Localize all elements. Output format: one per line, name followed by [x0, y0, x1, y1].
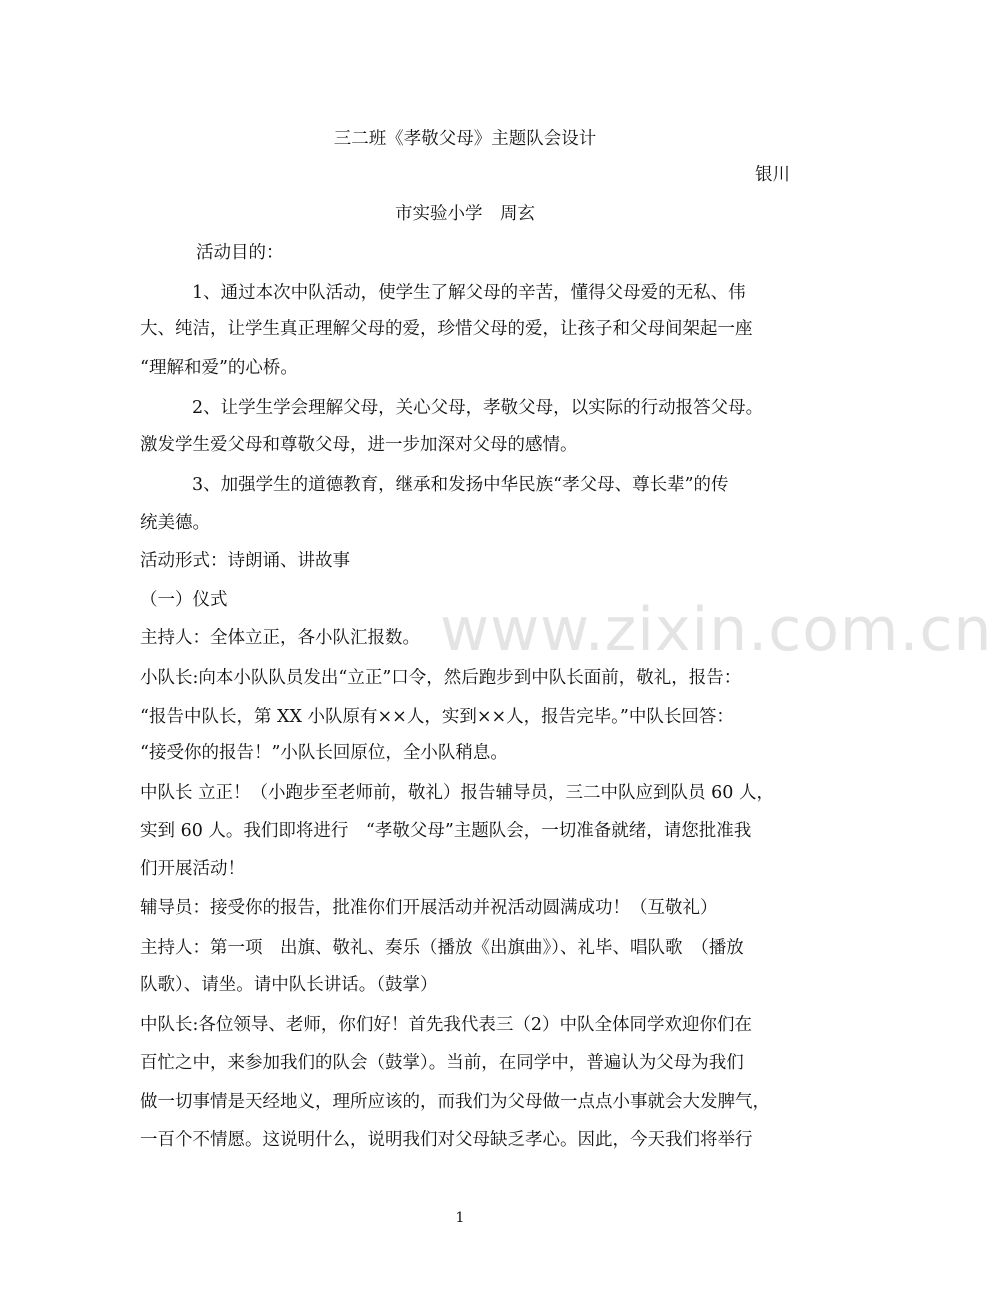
text-line: 实到 60 人。我们即将进行 “孝敬父母”主题队会，一切准备就绪，请您批准我 — [140, 821, 752, 841]
text-line: 辅导员：接受你的报告，批准你们开展活动并祝活动圆满成功！（互敬礼） — [140, 898, 718, 918]
text-line: 统美德。 — [140, 513, 210, 533]
text-line: “理解和爱”的心桥。 — [140, 358, 298, 378]
text-line: 一百个不情愿。这说明什么，说明我们对父母缺乏孝心。因此，今天我们将举行 — [140, 1130, 753, 1150]
watermark: www.zixin.com.cn — [440, 595, 992, 665]
document-title: 三二班《孝敬父母》主题队会设计 — [333, 129, 597, 149]
text-line: 激发学生爱父母和尊敬父母，进一步加深对父母的感情。 — [140, 435, 578, 455]
text-line: 3、加强学生的道德教育，继承和发扬中华民族“孝父母、尊长辈”的传 — [192, 475, 729, 495]
text-line: 1、通过本次中队活动，使学生了解父母的辛苦，懂得父母爱的无私、伟 — [192, 283, 746, 303]
text-line: 主持人：第一项 出旗、敬礼、奏乐（播放《出旗曲》）、礼毕、唱队歌 （播放 — [140, 938, 744, 958]
text-line: 做一切事情是天经地义，理所应该的，而我们为父母做一点点小事就会大发脾气， — [140, 1092, 770, 1112]
text-line: “接受你的报告！”小队长回原位，全小队稍息。 — [140, 743, 508, 763]
text-line: 中队长 立正！（小跑步至老师前，敬礼）报告辅导员，三二中队应到队员 60 人， — [140, 783, 774, 803]
text-line: “报告中队长，第 XX 小队原有××人，实到××人，报告完毕。”中队长回答： — [140, 707, 734, 727]
text-line: 主持人：全体立正，各小队汇报数。 — [140, 628, 420, 648]
text-line: 小队长:向本小队队员发出“立正”口令，然后跑步到中队长面前，敬礼，报告： — [140, 668, 742, 688]
author-school-name: 市实验小学 周玄 — [395, 204, 535, 224]
page-number: 1 — [455, 1210, 465, 1226]
text-line: 大、纯洁，让学生真正理解父母的爱，珍惜父母的爱，让孩子和父母间架起一座 — [140, 319, 753, 339]
text-line: （一）仪式 — [140, 590, 228, 610]
author-city: 银川 — [755, 165, 790, 185]
text-line: 中队长:各位领导、老师，你们好！首先我代表三（2）中队全体同学欢迎你们在 — [140, 1015, 753, 1035]
text-line: 2、让学生学会理解父母，关心父母，孝敬父母，以实际的行动报答父母。 — [192, 398, 764, 418]
text-line: 百忙之中，来参加我们的队会（鼓掌）。当前，在同学中，普遍认为父母为我们 — [140, 1053, 744, 1073]
text-line: 们开展活动！ — [140, 859, 245, 879]
text-line: 活动目的： — [196, 243, 284, 263]
text-line: 队歌）、请坐。请中队长讲话。（鼓掌） — [140, 975, 438, 995]
text-line: 活动形式：诗朗诵、讲故事 — [140, 551, 350, 571]
